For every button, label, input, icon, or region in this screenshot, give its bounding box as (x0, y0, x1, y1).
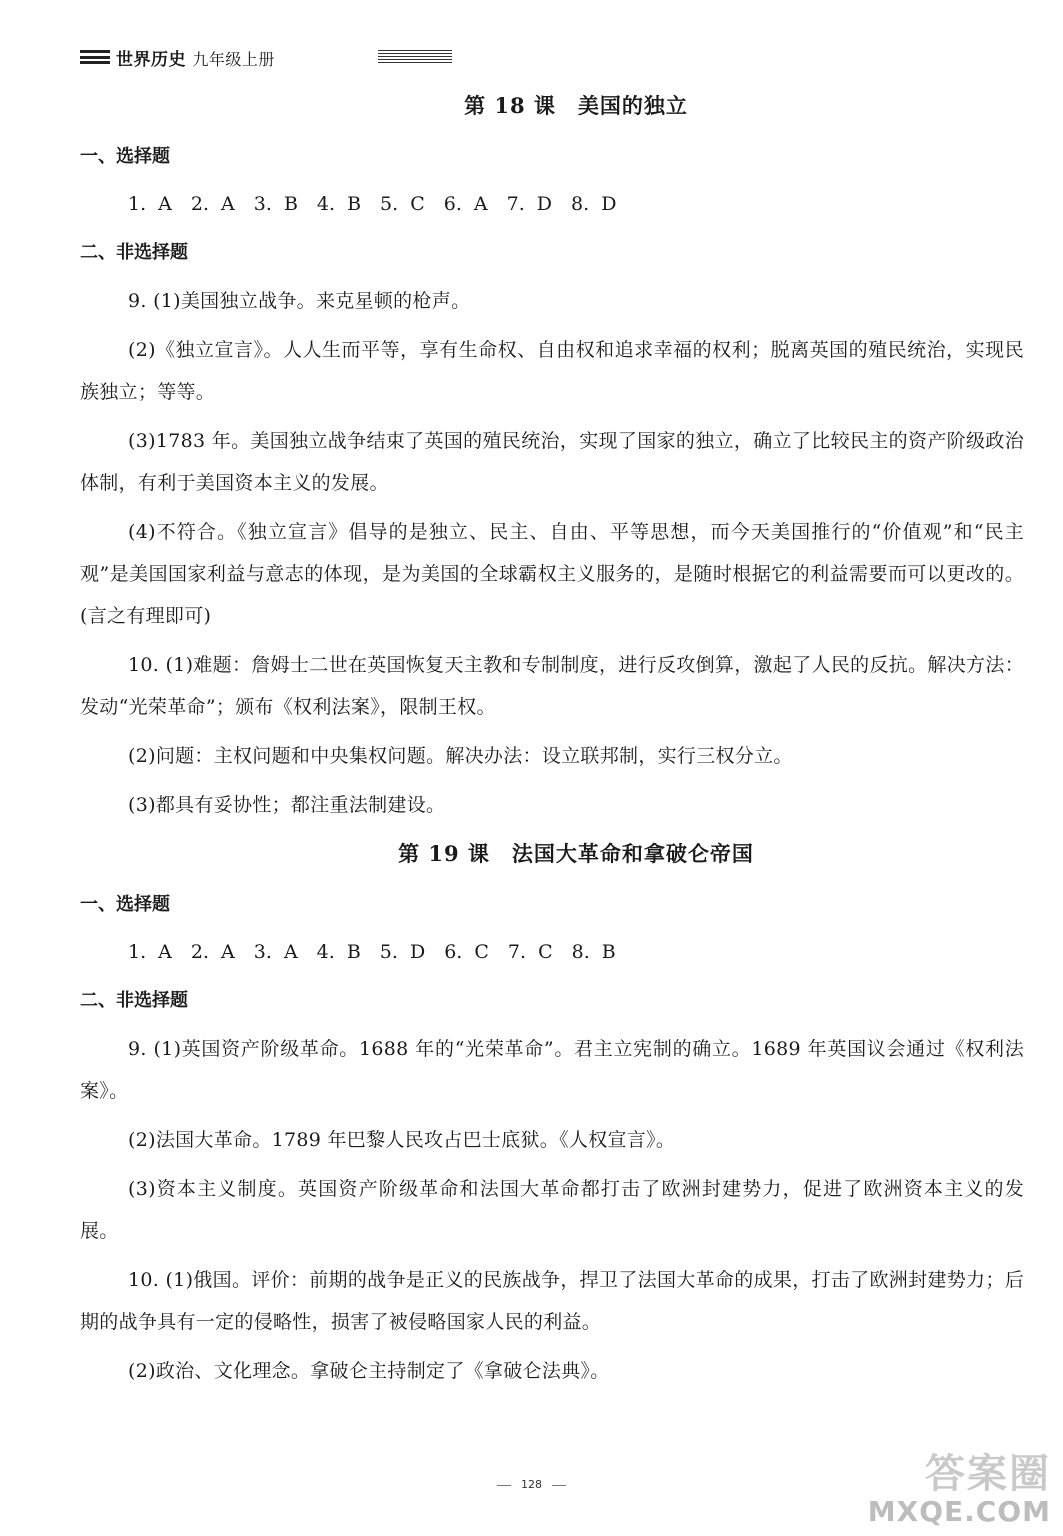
lesson-18-q9-part2: (2)《独立宣言》。人人生而平等，享有生命权、自由权和追求幸福的权利；脱离英国的殖民统治，实现民族独立；等等。 (80, 339, 1024, 403)
lesson-18-q9-part3: (3)1783 年。美国独立战争结束了英国的殖民统治，实现了国家的独立，确立了比较民主的资产阶级政治体制，有利于美国资本主义的发展。 (80, 430, 1024, 494)
lesson-18-q10-part3: (3)都具有妥协性；都注重法制建设。 (128, 794, 446, 816)
footer-dash-left (497, 1485, 511, 1486)
header-lines-decoration (378, 50, 452, 65)
lesson-19-choice-answers: 1. A 2. A 3. A 4. B 5. D 6. C 7. C 8. B (128, 941, 616, 963)
lesson-18-q9-part4: (4)不符合。《独立宣言》倡导的是独立、民主、自由、平等思想，而今天美国推行的“价值观”和“民主观”是美国国家利益与意志的体现，是为美国的全球霸权主义服务的，是随时根据它的利益需要而可以更改的。(言之有理即可) (80, 521, 1024, 627)
lesson-19-title: 第 19 课 法国大革命和拿破仑帝国 (398, 841, 754, 866)
lesson-18-nonchoice-heading: 二、非选择题 (80, 242, 188, 263)
lesson-18-title: 第 18 课 美国的独立 (464, 93, 688, 118)
lesson-18-q10-part1: 10. (1)难题：詹姆士二世在英国恢复天主教和专制制度，进行反攻倒算，激起了人民的反抗。解决方法：发动“光荣革命”；颁布《权利法案》，限制王权。 (80, 654, 1024, 718)
lesson-19-nonchoice-heading: 二、非选择题 (80, 990, 188, 1011)
lesson-19-q9-part3: (3)资本主义制度。英国资产阶级革命和法国大革命都打击了欧洲封建势力，促进了欧洲资本主义的发展。 (80, 1178, 1024, 1242)
footer-dash-right (552, 1485, 566, 1486)
lesson-19-q9-part2: (2)法国大革命。1789 年巴黎人民攻占巴士底狱。《人权宣言》。 (128, 1129, 676, 1151)
lesson-19-q9-part1: 9. (1)英国资产阶级革命。1688 年的“光荣革命”。君主立宪制的确立。1689 年英国议会通过《权利法案》。 (80, 1038, 1024, 1102)
running-header (80, 46, 452, 70)
lesson-19-choice-heading: 一、选择题 (80, 894, 170, 915)
answer-content (80, 84, 1024, 1392)
watermark-logo-text: 答案圈 (925, 1451, 1051, 1497)
lesson-18-choice-answers: 1. A 2. A 3. B 4. B 5. C 6. A 7. D 8. D (128, 193, 617, 215)
lesson-18-q10-part2: (2)问题：主权问题和中央集权问题。解决办法：设立联邦制，实行三权分立。 (128, 745, 793, 767)
lesson-18-q9-part1: 9. (1)美国独立战争。来克星顿的枪声。 (128, 290, 471, 312)
watermark-logo (865, 1452, 1051, 1532)
book-title: 世界历史 九年级上册 (116, 50, 275, 70)
lesson-19-q10-part1: 10. (1)俄国。评价：前期的战争是正义的民族战争，捍卫了法国大革命的成果，打击了欧洲封建势力；后期的战争具有一定的侵略性，损害了被侵略国家人民的利益。 (80, 1269, 1024, 1333)
header-bars-decoration (80, 50, 110, 64)
page-number: 128 (521, 1478, 542, 1491)
lesson-19-q10-part2: (2)政治、文化理念。拿破仑主持制定了《拿破仑法典》。 (128, 1360, 610, 1382)
lesson-18-choice-heading: 一、选择题 (80, 146, 170, 167)
watermark-site-text: MXQE.COM (867, 1495, 1051, 1528)
book-subtitle: 九年级上册 (192, 50, 275, 69)
